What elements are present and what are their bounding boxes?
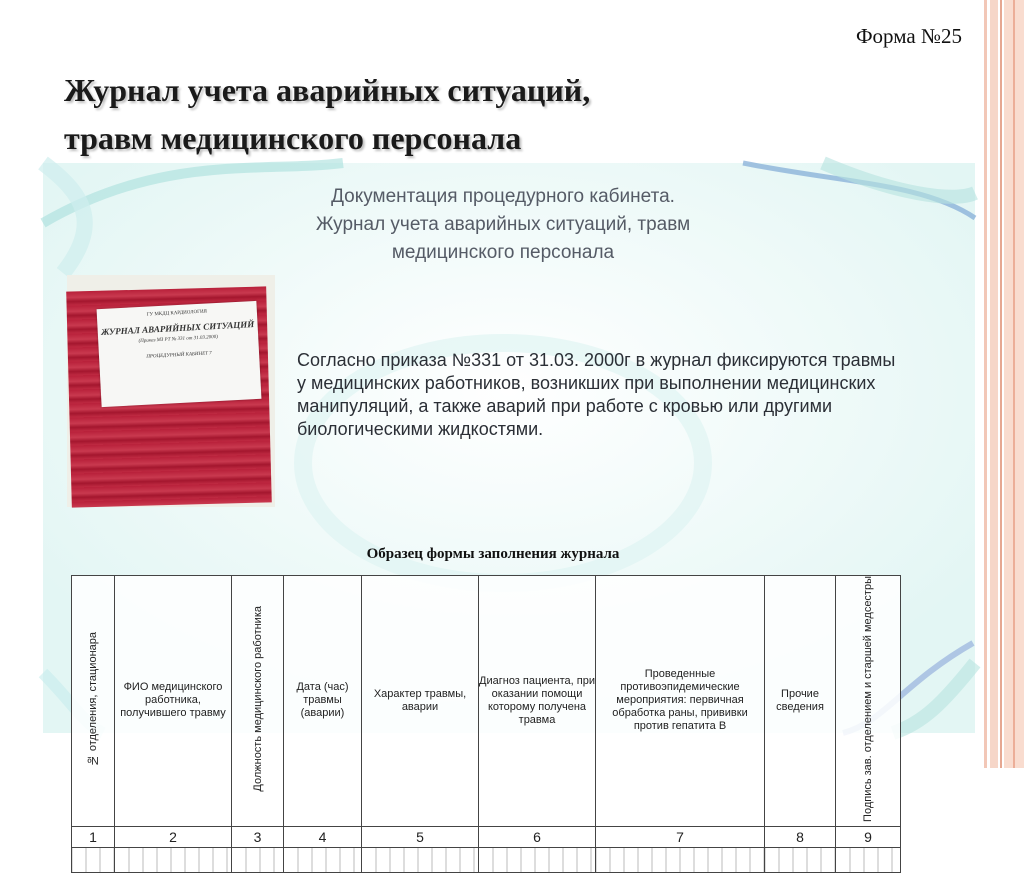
content-image-panel xyxy=(43,163,975,845)
decorative-stripes xyxy=(984,0,1024,768)
blank-cell xyxy=(362,847,479,872)
column-header: ФИО медицинского работника, получившего травму xyxy=(115,576,232,827)
column-number: 5 xyxy=(362,826,479,847)
journal-form-table xyxy=(71,575,901,873)
table-header-row xyxy=(72,576,901,827)
label-order: (Приказ МЗ РТ № 331 от 31.03.2000) xyxy=(138,334,219,345)
slide-title-line-1: Журнал учета аварийных ситуаций, xyxy=(64,72,591,108)
slide-title-line-2: травм медицинского персонала xyxy=(64,120,522,156)
panel-heading xyxy=(233,183,773,267)
blank-cell xyxy=(284,847,362,872)
stripe xyxy=(1000,0,1002,768)
column-number: 4 xyxy=(284,826,362,847)
column-number: 8 xyxy=(765,826,836,847)
blank-cell xyxy=(115,847,232,872)
table-caption: Образец формы заполнения журнала xyxy=(366,546,620,562)
table-number-row xyxy=(72,826,901,847)
label-org: ГУ МКДЦ КАРДИОЛОГИЯ xyxy=(146,309,208,318)
stripe xyxy=(984,0,987,768)
blank-cell xyxy=(72,847,115,872)
journal-cover-label xyxy=(97,301,262,407)
stripe xyxy=(990,0,998,768)
blank-cell xyxy=(596,847,765,872)
form-number: Форма №25 xyxy=(855,24,962,48)
table-blank-row xyxy=(72,847,901,872)
panel-heading-line: медицинского персонала xyxy=(391,242,615,263)
column-header: Диагноз пациента, при оказании помощи которому получена травма xyxy=(479,576,596,827)
column-header xyxy=(232,576,284,827)
description-paragraph xyxy=(297,349,967,441)
journal-photo xyxy=(67,275,275,507)
panel-heading-line: Документация процедурного кабинета. xyxy=(331,186,675,207)
column-number: 9 xyxy=(836,826,901,847)
column-header: Прочие сведения xyxy=(765,576,836,827)
column-header-text: Должность медицинского работника xyxy=(251,606,264,792)
blank-cell xyxy=(836,847,901,872)
blank-cell xyxy=(765,847,836,872)
slide-title xyxy=(64,66,964,162)
label-journal-name: ЖУРНАЛ АВАРИЙНЫХ СИТУАЦИЙ xyxy=(100,319,255,338)
panel-heading-line: Журнал учета аварийных ситуаций, травм xyxy=(315,214,691,235)
paragraph-line: манипуляций, а также аварий при работе с кровью или другими xyxy=(297,396,833,416)
column-header: Дата (час) травмы (аварии) xyxy=(284,576,362,827)
paragraph-line: у медицинских работников, возникших при выполнении медицинских xyxy=(297,373,876,393)
column-header xyxy=(72,576,115,827)
column-number: 7 xyxy=(596,826,765,847)
column-number: 6 xyxy=(479,826,596,847)
column-header-text: № отделения, стационара xyxy=(87,631,99,767)
column-number: 1 xyxy=(72,826,115,847)
column-number: 2 xyxy=(115,826,232,847)
paragraph-line: биологическими жидкостями. xyxy=(297,419,544,439)
column-header: Проведенные противоэпидемические мероприятия: первичная обработка раны, прививки против гепатита В xyxy=(596,576,765,827)
paragraph-line: Согласно приказа №331 от 31.03. 2000г в журнал фиксируются травмы xyxy=(297,350,896,370)
column-header-text: Подпись зав. отделением и старшей медсестры xyxy=(862,576,874,822)
blank-cell xyxy=(479,847,596,872)
column-header: Характер травмы, аварии xyxy=(362,576,479,827)
column-header xyxy=(836,576,901,827)
label-room: ПРОЦЕДУРНЫЙ КАБИНЕТ 7 xyxy=(146,351,212,360)
blank-cell xyxy=(232,847,284,872)
column-number: 3 xyxy=(232,826,284,847)
stripe xyxy=(1013,0,1015,768)
